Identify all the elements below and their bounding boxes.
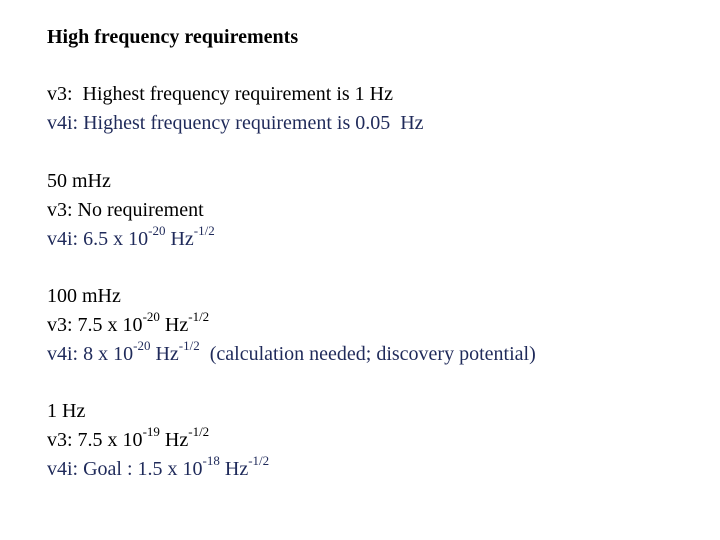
unit-exponent: -1/2: [188, 424, 210, 440]
unit: Hz: [150, 343, 179, 365]
note: (calculation needed; discovery potential): [199, 343, 536, 365]
unit: Hz: [159, 429, 189, 451]
unit-exponent: -1/2: [188, 309, 210, 325]
section-1hz: [47, 397, 269, 484]
value-prefix: v3: 7.5 x 10: [47, 429, 143, 451]
exponent: -20: [133, 338, 151, 354]
value-prefix: v4i: 6.5 x 10: [47, 228, 149, 250]
v4i-requirement: [47, 225, 215, 254]
summary-v4i: v4i: Highest frequency requirement is 0.05 Hz: [47, 112, 424, 134]
unit-exponent: -1/2: [248, 453, 270, 469]
v3-requirement: [47, 426, 269, 455]
unit: Hz: [165, 228, 194, 250]
summary-block: [47, 80, 424, 138]
value-prefix: v4i: 8 x 10: [47, 343, 134, 365]
v4i-requirement: [47, 455, 269, 484]
slide-title: High frequency requirements: [47, 26, 299, 48]
exponent: -18: [202, 453, 220, 469]
exponent: -20: [142, 309, 160, 325]
exponent: -20: [148, 223, 166, 239]
unit: Hz: [159, 314, 189, 336]
v3-requirement: v3: No requirement: [47, 199, 204, 221]
section-heading: 100 mHz: [47, 285, 121, 307]
section-heading: 50 mHz: [47, 170, 111, 192]
unit-exponent: -1/2: [193, 223, 215, 239]
unit-exponent: -1/2: [178, 338, 200, 354]
unit: Hz: [219, 458, 249, 480]
section-100mhz: [47, 282, 536, 369]
value-prefix: v3: 7.5 x 10: [47, 314, 143, 336]
v4i-requirement: [47, 340, 536, 369]
summary-v3: v3: Highest frequency requirement is 1 Hz: [47, 83, 394, 105]
value-prefix: v4i: Goal : 1.5 x 10: [47, 458, 203, 480]
section-50mhz: [47, 167, 215, 254]
exponent: -19: [142, 424, 160, 440]
v3-requirement: [47, 311, 536, 340]
section-heading: 1 Hz: [47, 400, 86, 422]
